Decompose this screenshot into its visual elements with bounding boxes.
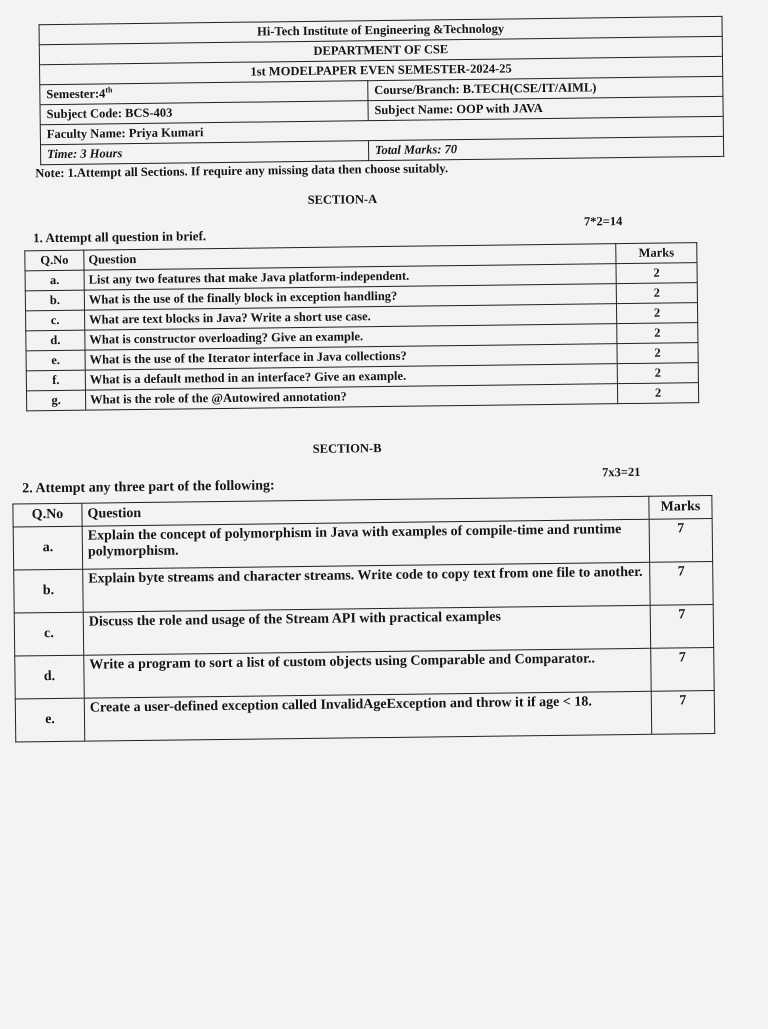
question-marks: 7 — [650, 605, 714, 649]
table-row — [15, 690, 714, 742]
semester-superscript: th — [105, 85, 113, 95]
question-number: e. — [26, 350, 85, 371]
qno-header: Q.No — [25, 250, 84, 271]
section-a-title: SECTION-A — [307, 192, 378, 207]
question-marks: 2 — [617, 383, 698, 404]
department-name: DEPARTMENT OF CSE — [39, 36, 722, 64]
question-text: What is constructor overloading? Give an example. — [85, 324, 617, 350]
exam-time: Time: 3 Hours — [40, 141, 368, 165]
question-text: What is the use of the Iterator interface in Java collections? — [85, 344, 617, 370]
question-marks: 7 — [650, 562, 714, 606]
question-marks: 7 — [649, 519, 713, 563]
question-marks: 2 — [616, 263, 697, 284]
question-number: e. — [15, 698, 85, 742]
semester-label: Semester:4 — [46, 86, 106, 102]
marks-header: Marks — [649, 496, 712, 520]
section-b-title: SECTION-B — [312, 441, 382, 456]
question-text: What are text blocks in Java? Write a short use case. — [85, 304, 617, 330]
subject-name: Subject Name: OOP with JAVA — [368, 96, 723, 120]
exam-header-table — [39, 16, 725, 165]
question-text: Create a user-defined exception called InvalidAgeException and throw it if age < 18. — [84, 691, 651, 741]
section-b-question-title: 2. Attempt any three part of the following: — [22, 478, 275, 497]
question-number: d. — [26, 330, 85, 351]
section-a-question-title: 1. Attempt all question in brief. — [33, 228, 207, 246]
question-number: a. — [13, 526, 83, 570]
instructions-note: Note: 1.Attempt all Sections. If require any missing data then choose suitably. — [35, 161, 449, 181]
section-a-marks-total: 7*2=14 — [583, 214, 623, 229]
faculty-name: Faculty Name: Priya Kumari — [40, 116, 723, 144]
question-number: f. — [26, 370, 85, 391]
question-text: What is the use of the finally block in exception handling? — [84, 284, 616, 310]
question-text: What is the role of the @Autowired annotation? — [85, 384, 617, 410]
question-header: Question — [84, 244, 616, 270]
question-number: d. — [15, 655, 85, 699]
question-marks: 2 — [617, 363, 698, 384]
question-number: g. — [26, 390, 85, 411]
institute-name: Hi-Tech Institute of Engineering &Technology — [39, 16, 722, 44]
marks-header: Marks — [616, 243, 697, 264]
section-a-table — [24, 242, 699, 411]
question-number: b. — [25, 290, 84, 311]
question-text: Discuss the role and usage of the Stream API with practical examples — [83, 605, 650, 655]
question-marks: 2 — [617, 343, 698, 364]
question-number: c. — [14, 612, 84, 656]
question-text: List any two features that make Java platform-independent. — [84, 264, 616, 290]
question-marks: 7 — [651, 690, 715, 734]
section-b-table — [12, 495, 715, 743]
question-text: What is a default method in an interface? Give an example. — [85, 364, 617, 390]
question-text: Write a program to sort a list of custom objects using Comparable and Comparator.. — [84, 648, 651, 698]
section-b-marks-total: 7x3=21 — [601, 464, 641, 480]
question-header: Question — [82, 496, 649, 526]
question-number: b. — [14, 569, 84, 613]
question-text: Explain the concept of polymorphism in Java with examples of compile-time and runtime polymorphism. — [82, 519, 649, 569]
question-number: c. — [26, 310, 85, 331]
qno-header: Q.No — [13, 503, 82, 527]
question-marks: 2 — [616, 303, 697, 324]
question-number: a. — [25, 270, 84, 291]
question-marks: 2 — [617, 323, 698, 344]
total-marks: Total Marks: 70 — [368, 136, 723, 160]
question-marks: 2 — [616, 283, 697, 304]
question-marks: 7 — [651, 647, 715, 691]
course-branch: Course/Branch: B.TECH(CSE/IT/AIML) — [368, 76, 723, 100]
subject-code: Subject Code: BCS-403 — [40, 101, 368, 125]
question-text: Explain byte streams and character streams. Write code to copy text from one file to another. — [83, 562, 650, 612]
exam-title: 1st MODELPAPER EVEN SEMESTER-2024-25 — [40, 56, 723, 84]
